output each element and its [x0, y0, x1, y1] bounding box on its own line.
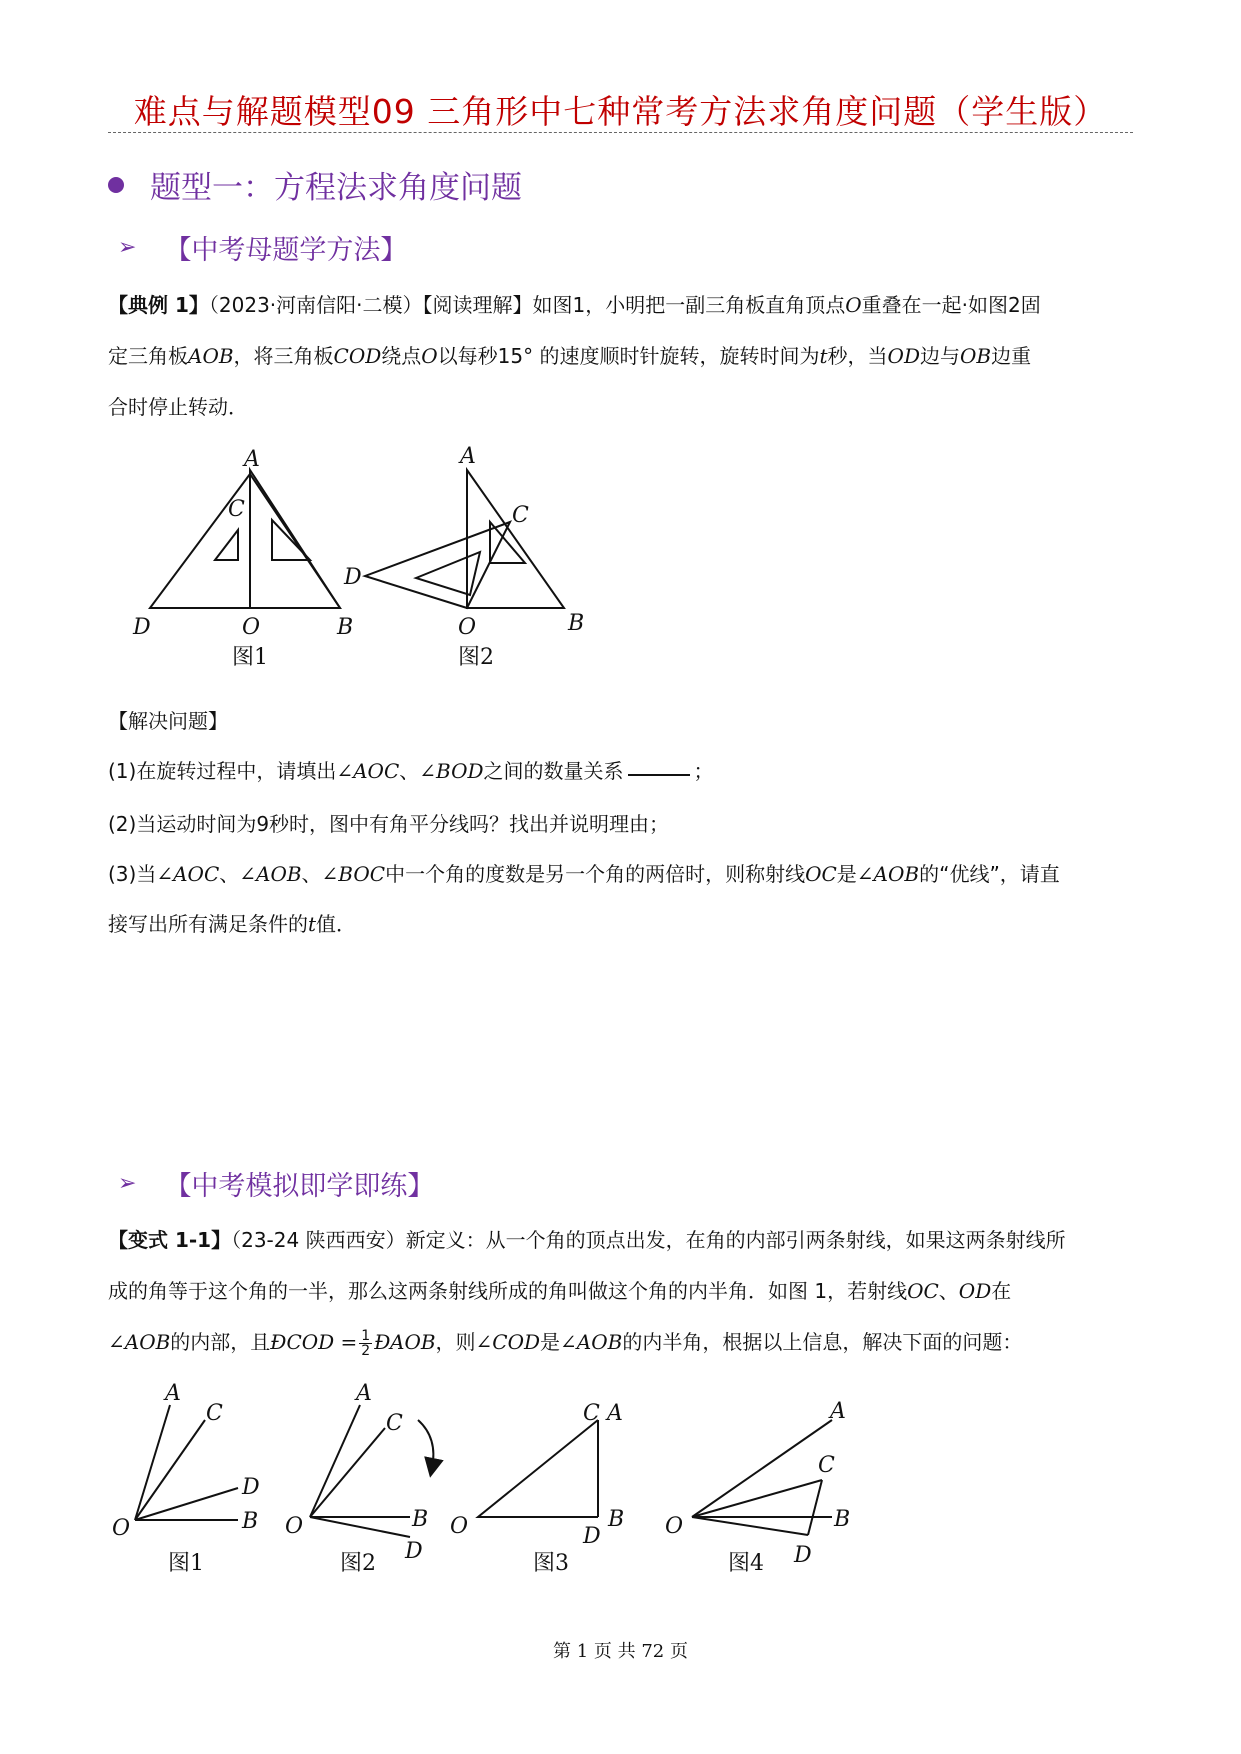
example-text: 绕点	[381, 344, 422, 368]
v1-label-d: D	[242, 1475, 260, 1500]
variant-source: （23-24 陕西西安）	[231, 1228, 406, 1252]
ray-oa	[692, 1420, 832, 1517]
question-text: 接写出所有满足条件的	[108, 912, 308, 936]
variant-paragraph	[108, 1215, 1133, 1368]
angle-aob: ∠AOB	[239, 862, 302, 886]
angle-aoc: ∠AOC	[156, 862, 220, 886]
question-1	[108, 755, 714, 784]
angle-bod: ∠BOD	[419, 759, 484, 783]
v-fig1-caption: 图1	[168, 1551, 204, 1576]
triangle-cod-fig2	[365, 522, 510, 608]
v4-label-b: B	[834, 1507, 851, 1532]
variant-text: 成的角等于这个角的一半，那么这两条射线所成的角叫做这个角的内半角．如图 1，若射线	[108, 1279, 908, 1303]
v4-label-a: A	[830, 1399, 846, 1424]
angle-cod-equation: ÐCOD =	[270, 1330, 358, 1354]
v3-label-b: B	[608, 1507, 625, 1532]
variant-text: 是	[540, 1330, 561, 1354]
question-text: 的“优线”，请直	[919, 862, 1060, 886]
variant-text: ，则	[435, 1330, 476, 1354]
question-text: 中一个角的度数是另一个角的两倍时，则称射线	[385, 862, 806, 886]
variant-figure-1-labels	[112, 1381, 260, 1576]
variant-text: 、	[938, 1279, 959, 1303]
ray-oc	[135, 1420, 205, 1520]
v-fig3-caption: 图3	[533, 1551, 569, 1576]
angle-boc: ∠BOC	[321, 862, 386, 886]
v1-label-b: B	[242, 1509, 259, 1534]
example-tag: 【典例 1】	[108, 293, 209, 317]
ray-od: OD	[958, 1279, 992, 1303]
angle-cod: ∠COD	[475, 1330, 541, 1354]
question-text: (3)当	[108, 862, 157, 886]
ray-oc: OC	[805, 862, 837, 886]
example-text: 重叠在一起·如图2固	[861, 293, 1041, 317]
angle-aoc: ∠AOC	[336, 759, 400, 783]
answer-blank[interactable]	[628, 773, 690, 776]
question-text: ；	[693, 759, 714, 783]
subsection-heading-2-text: 【中考模拟即学即练】	[164, 1171, 435, 1202]
question-text: 值．	[316, 912, 357, 936]
v2-label-b: B	[412, 1507, 429, 1532]
page-footer: 第 1 页 共 72 页	[553, 1641, 688, 1662]
v1-label-o: O	[112, 1516, 131, 1541]
v3-label-o: O	[450, 1514, 469, 1539]
ray-oa	[135, 1405, 170, 1520]
fraction-denominator: 2	[361, 1343, 371, 1359]
subsection-heading-2	[118, 1164, 434, 1203]
v4-label-d: D	[794, 1543, 812, 1568]
v2-label-a: A	[356, 1381, 372, 1406]
variant-text: 在	[991, 1279, 1012, 1303]
v1-label-c: C	[206, 1401, 223, 1426]
triangle-aob-fig2	[467, 470, 564, 608]
figure-1-labels	[132, 447, 353, 670]
label-d-fig2: D	[344, 565, 362, 590]
variant-text: 的内部，且	[170, 1330, 271, 1354]
angle-aob: ∠AOB	[856, 862, 920, 886]
variant-text: 新定义：从一个角的顶点出发，在角的内部引两条射线，如果这两条射线所	[405, 1228, 1066, 1252]
fraction-one-half	[359, 1329, 372, 1358]
question-2: (2)当运动时间为9秒时，图中有角平分线吗？找出并说明理由；	[108, 812, 670, 836]
example-text: 边重	[991, 344, 1032, 368]
v4-label-c: C	[818, 1453, 835, 1478]
angle-aob: ∠AOB	[560, 1330, 623, 1354]
label-b-fig1: B	[337, 615, 354, 640]
example-text: 如图1，小明把一副三角板直角顶点	[532, 293, 846, 317]
rotation-arrow-icon	[418, 1420, 433, 1468]
segment-ob: OB	[959, 344, 992, 368]
v2-label-d: D	[405, 1539, 423, 1564]
example-text: 秒，当	[827, 344, 888, 368]
v4-label-o: O	[665, 1514, 684, 1539]
v3-label-a: A	[607, 1401, 623, 1426]
example-text: 定三角板	[108, 344, 188, 368]
question-text: 、	[301, 862, 322, 886]
ray-od	[310, 1517, 410, 1537]
label-b-fig2: B	[568, 611, 585, 636]
var-t: t	[819, 344, 828, 368]
variant-figure-3	[478, 1420, 598, 1517]
solve-heading: 【解决问题】	[108, 709, 228, 733]
triangle-outline	[478, 1420, 598, 1517]
variant-line-1	[108, 1215, 1133, 1266]
label-a-fig2: A	[460, 444, 476, 469]
question-text: 之间的数量关系	[483, 759, 624, 783]
fig1-caption: 图1	[232, 645, 268, 670]
label-o-fig1: O	[242, 615, 261, 640]
label-c-fig1: C	[228, 497, 245, 522]
v3-label-d: D	[583, 1524, 601, 1549]
figure-2	[365, 470, 564, 608]
question-text: 、	[219, 862, 240, 886]
v3-label-c: C	[583, 1401, 600, 1426]
arrow-bullet-icon: ➢	[118, 235, 137, 260]
question-text: (1)在旋转过程中，请填出	[108, 759, 337, 783]
example-text: 边与	[919, 344, 960, 368]
ray-oc	[310, 1428, 385, 1517]
label-d-fig1: D	[133, 615, 151, 640]
variant-line-2	[108, 1266, 1133, 1317]
variant-tag: 【变式 1-1】	[108, 1228, 232, 1252]
variant-figures	[0, 1370, 1241, 1590]
angle-aob: ∠AOB	[108, 1330, 171, 1354]
ray-od	[135, 1488, 238, 1520]
v-fig2-caption: 图2	[340, 1551, 376, 1576]
triangle-aob: AOB	[188, 344, 234, 368]
var-t: t	[308, 912, 317, 936]
inner-triangle-right	[272, 520, 310, 560]
label-a-fig1: A	[244, 447, 260, 472]
example-text: 以每秒15° 的速度顺时针旋转，旋转时间为	[437, 344, 820, 368]
inner-triangle-cod	[416, 552, 480, 595]
point-o: O	[845, 293, 862, 317]
figure-1	[150, 470, 340, 608]
ray-oc: OC	[907, 1279, 939, 1303]
subsection-heading-1-text: 【中考母题学方法】	[164, 235, 408, 266]
question-3-line-2	[108, 908, 356, 937]
label-c-fig2: C	[512, 503, 529, 528]
v-fig4-caption: 图4	[728, 1551, 764, 1576]
fraction-numerator: 1	[361, 1328, 371, 1344]
document-title: 难点与解题模型09 三角形中七种常考方法求角度问题（学生版）	[133, 92, 1108, 131]
triangle-aob-fig1	[250, 470, 340, 608]
v1-label-a: A	[165, 1381, 181, 1406]
segment-cd	[808, 1480, 822, 1535]
ray-od	[692, 1517, 808, 1535]
fig2-caption: 图2	[458, 645, 494, 670]
inner-triangle-left	[215, 530, 238, 560]
example-line-3: 合时停止转动．	[108, 395, 248, 419]
example-source: （2023·河南信阳·二模）【阅读理解】	[208, 293, 533, 317]
question-text: 、	[399, 759, 420, 783]
figure-2-labels	[343, 444, 584, 670]
variant-text: 的内半角，根据以上信息，解决下面的问题：	[622, 1330, 1023, 1354]
label-o-fig2: O	[458, 615, 477, 640]
example-figures	[0, 0, 1241, 700]
v2-label-c: C	[386, 1411, 403, 1436]
question-3-line-1	[108, 858, 1060, 887]
section-heading-text: 题型一：方程法求角度问题	[150, 170, 522, 206]
question-text: 是	[836, 862, 857, 886]
variant-figure-4	[692, 1420, 832, 1535]
point-o: O	[421, 344, 438, 368]
ray-oa	[310, 1405, 360, 1517]
ray-oc	[692, 1480, 822, 1517]
segment-od: OD	[887, 344, 920, 368]
variant-line-3	[108, 1317, 1133, 1368]
example-text: ，将三角板	[233, 344, 334, 368]
angle-aob-half: ÐAOB	[374, 1330, 436, 1354]
v2-label-o: O	[285, 1514, 304, 1539]
triangle-cod-fig1	[150, 474, 340, 608]
arrow-bullet-icon: ➢	[118, 1171, 137, 1196]
triangle-cod: COD	[333, 344, 382, 368]
